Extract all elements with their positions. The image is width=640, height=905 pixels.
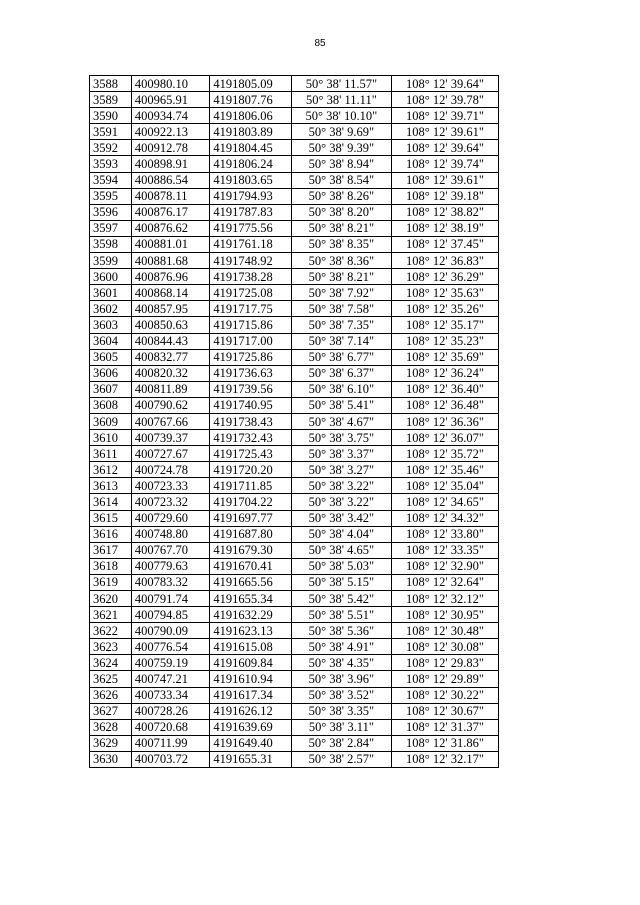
coordinates-table bbox=[89, 75, 499, 768]
latitude-cell: 50° 38' 11.11" bbox=[291, 92, 391, 108]
point-id-cell: 3605 bbox=[90, 349, 132, 365]
latitude-cell: 50° 38' 4.67" bbox=[291, 413, 391, 429]
longitude-cell: 108° 12' 32.64" bbox=[391, 574, 498, 590]
y-coordinate-cell: 4191725.08 bbox=[210, 285, 292, 301]
point-id-cell: 3630 bbox=[90, 751, 132, 767]
x-coordinate-cell: 400980.10 bbox=[131, 76, 210, 92]
x-coordinate-cell: 400912.78 bbox=[131, 140, 210, 156]
longitude-cell: 108° 12' 38.82" bbox=[391, 204, 498, 220]
table-row bbox=[90, 430, 499, 446]
table-row bbox=[90, 671, 499, 687]
x-coordinate-cell: 400878.11 bbox=[131, 188, 210, 204]
y-coordinate-cell: 4191804.45 bbox=[210, 140, 292, 156]
latitude-cell: 50° 38' 5.03" bbox=[291, 558, 391, 574]
latitude-cell: 50° 38' 3.22" bbox=[291, 478, 391, 494]
longitude-cell: 108° 12' 35.46" bbox=[391, 462, 498, 478]
y-coordinate-cell: 4191617.34 bbox=[210, 687, 292, 703]
y-coordinate-cell: 4191806.06 bbox=[210, 108, 292, 124]
latitude-cell: 50° 38' 7.92" bbox=[291, 285, 391, 301]
latitude-cell: 50° 38' 3.27" bbox=[291, 462, 391, 478]
point-id-cell: 3588 bbox=[90, 76, 132, 92]
point-id-cell: 3611 bbox=[90, 446, 132, 462]
x-coordinate-cell: 400767.66 bbox=[131, 413, 210, 429]
table-row bbox=[90, 751, 499, 767]
x-coordinate-cell: 400881.01 bbox=[131, 236, 210, 252]
y-coordinate-cell: 4191655.34 bbox=[210, 591, 292, 607]
longitude-cell: 108° 12' 35.23" bbox=[391, 333, 498, 349]
point-id-cell: 3617 bbox=[90, 542, 132, 558]
longitude-cell: 108° 12' 39.61" bbox=[391, 172, 498, 188]
table-row bbox=[90, 687, 499, 703]
y-coordinate-cell: 4191736.63 bbox=[210, 365, 292, 381]
y-coordinate-cell: 4191803.65 bbox=[210, 172, 292, 188]
latitude-cell: 50° 38' 8.54" bbox=[291, 172, 391, 188]
point-id-cell: 3591 bbox=[90, 124, 132, 140]
point-id-cell: 3597 bbox=[90, 220, 132, 236]
latitude-cell: 50° 38' 10.10" bbox=[291, 108, 391, 124]
longitude-cell: 108° 12' 39.64" bbox=[391, 76, 498, 92]
y-coordinate-cell: 4191806.24 bbox=[210, 156, 292, 172]
longitude-cell: 108° 12' 35.17" bbox=[391, 317, 498, 333]
latitude-cell: 50° 38' 8.26" bbox=[291, 188, 391, 204]
x-coordinate-cell: 400820.32 bbox=[131, 365, 210, 381]
longitude-cell: 108° 12' 30.48" bbox=[391, 623, 498, 639]
longitude-cell: 108° 12' 39.64" bbox=[391, 140, 498, 156]
point-id-cell: 3595 bbox=[90, 188, 132, 204]
latitude-cell: 50° 38' 3.52" bbox=[291, 687, 391, 703]
longitude-cell: 108° 12' 32.90" bbox=[391, 558, 498, 574]
latitude-cell: 50° 38' 9.39" bbox=[291, 140, 391, 156]
y-coordinate-cell: 4191623.13 bbox=[210, 623, 292, 639]
y-coordinate-cell: 4191704.22 bbox=[210, 494, 292, 510]
table-row bbox=[90, 253, 499, 269]
x-coordinate-cell: 400759.19 bbox=[131, 655, 210, 671]
table-row bbox=[90, 639, 499, 655]
table-row bbox=[90, 188, 499, 204]
latitude-cell: 50° 38' 8.94" bbox=[291, 156, 391, 172]
table-row bbox=[90, 76, 499, 92]
table-row bbox=[90, 285, 499, 301]
y-coordinate-cell: 4191615.08 bbox=[210, 639, 292, 655]
latitude-cell: 50° 38' 4.35" bbox=[291, 655, 391, 671]
latitude-cell: 50° 38' 7.14" bbox=[291, 333, 391, 349]
table-row bbox=[90, 735, 499, 751]
x-coordinate-cell: 400844.43 bbox=[131, 333, 210, 349]
table-row bbox=[90, 381, 499, 397]
x-coordinate-cell: 400767.70 bbox=[131, 542, 210, 558]
table-row bbox=[90, 92, 499, 108]
table-row bbox=[90, 349, 499, 365]
latitude-cell: 50° 38' 8.21" bbox=[291, 269, 391, 285]
table-row bbox=[90, 124, 499, 140]
latitude-cell: 50° 38' 3.96" bbox=[291, 671, 391, 687]
x-coordinate-cell: 400790.62 bbox=[131, 397, 210, 413]
y-coordinate-cell: 4191803.89 bbox=[210, 124, 292, 140]
longitude-cell: 108° 12' 39.71" bbox=[391, 108, 498, 124]
longitude-cell: 108° 12' 36.29" bbox=[391, 269, 498, 285]
longitude-cell: 108° 12' 38.19" bbox=[391, 220, 498, 236]
longitude-cell: 108° 12' 39.74" bbox=[391, 156, 498, 172]
latitude-cell: 50° 38' 8.36" bbox=[291, 253, 391, 269]
x-coordinate-cell: 400703.72 bbox=[131, 751, 210, 767]
x-coordinate-cell: 400832.77 bbox=[131, 349, 210, 365]
x-coordinate-cell: 400876.62 bbox=[131, 220, 210, 236]
x-coordinate-cell: 400747.21 bbox=[131, 671, 210, 687]
y-coordinate-cell: 4191748.92 bbox=[210, 253, 292, 269]
point-id-cell: 3613 bbox=[90, 478, 132, 494]
latitude-cell: 50° 38' 8.20" bbox=[291, 204, 391, 220]
point-id-cell: 3619 bbox=[90, 574, 132, 590]
x-coordinate-cell: 400728.26 bbox=[131, 703, 210, 719]
longitude-cell: 108° 12' 34.32" bbox=[391, 510, 498, 526]
table-row bbox=[90, 591, 499, 607]
latitude-cell: 50° 38' 8.35" bbox=[291, 236, 391, 252]
y-coordinate-cell: 4191649.40 bbox=[210, 735, 292, 751]
longitude-cell: 108° 12' 32.17" bbox=[391, 751, 498, 767]
latitude-cell: 50° 38' 3.11" bbox=[291, 719, 391, 735]
table-row bbox=[90, 108, 499, 124]
point-id-cell: 3629 bbox=[90, 735, 132, 751]
latitude-cell: 50° 38' 5.15" bbox=[291, 574, 391, 590]
y-coordinate-cell: 4191720.20 bbox=[210, 462, 292, 478]
y-coordinate-cell: 4191679.30 bbox=[210, 542, 292, 558]
point-id-cell: 3621 bbox=[90, 607, 132, 623]
point-id-cell: 3618 bbox=[90, 558, 132, 574]
latitude-cell: 50° 38' 5.42" bbox=[291, 591, 391, 607]
latitude-cell: 50° 38' 5.36" bbox=[291, 623, 391, 639]
latitude-cell: 50° 38' 3.35" bbox=[291, 703, 391, 719]
longitude-cell: 108° 12' 30.67" bbox=[391, 703, 498, 719]
table-row bbox=[90, 172, 499, 188]
table-row bbox=[90, 446, 499, 462]
point-id-cell: 3600 bbox=[90, 269, 132, 285]
point-id-cell: 3626 bbox=[90, 687, 132, 703]
y-coordinate-cell: 4191665.56 bbox=[210, 574, 292, 590]
y-coordinate-cell: 4191697.77 bbox=[210, 510, 292, 526]
table-row bbox=[90, 494, 499, 510]
y-coordinate-cell: 4191807.76 bbox=[210, 92, 292, 108]
x-coordinate-cell: 400857.95 bbox=[131, 301, 210, 317]
point-id-cell: 3599 bbox=[90, 253, 132, 269]
longitude-cell: 108° 12' 29.83" bbox=[391, 655, 498, 671]
latitude-cell: 50° 38' 2.84" bbox=[291, 735, 391, 751]
table-row bbox=[90, 478, 499, 494]
y-coordinate-cell: 4191732.43 bbox=[210, 430, 292, 446]
point-id-cell: 3609 bbox=[90, 413, 132, 429]
latitude-cell: 50° 38' 5.51" bbox=[291, 607, 391, 623]
x-coordinate-cell: 400868.14 bbox=[131, 285, 210, 301]
table-row bbox=[90, 365, 499, 381]
point-id-cell: 3614 bbox=[90, 494, 132, 510]
y-coordinate-cell: 4191725.43 bbox=[210, 446, 292, 462]
y-coordinate-cell: 4191738.28 bbox=[210, 269, 292, 285]
x-coordinate-cell: 400776.54 bbox=[131, 639, 210, 655]
table-row bbox=[90, 607, 499, 623]
latitude-cell: 50° 38' 6.77" bbox=[291, 349, 391, 365]
point-id-cell: 3620 bbox=[90, 591, 132, 607]
longitude-cell: 108° 12' 32.12" bbox=[391, 591, 498, 607]
longitude-cell: 108° 12' 36.40" bbox=[391, 381, 498, 397]
longitude-cell: 108° 12' 29.89" bbox=[391, 671, 498, 687]
latitude-cell: 50° 38' 4.04" bbox=[291, 526, 391, 542]
table-row bbox=[90, 220, 499, 236]
x-coordinate-cell: 400779.63 bbox=[131, 558, 210, 574]
point-id-cell: 3603 bbox=[90, 317, 132, 333]
longitude-cell: 108° 12' 30.95" bbox=[391, 607, 498, 623]
y-coordinate-cell: 4191639.69 bbox=[210, 719, 292, 735]
point-id-cell: 3616 bbox=[90, 526, 132, 542]
point-id-cell: 3596 bbox=[90, 204, 132, 220]
x-coordinate-cell: 400791.74 bbox=[131, 591, 210, 607]
latitude-cell: 50° 38' 5.41" bbox=[291, 397, 391, 413]
y-coordinate-cell: 4191787.83 bbox=[210, 204, 292, 220]
latitude-cell: 50° 38' 4.91" bbox=[291, 639, 391, 655]
point-id-cell: 3622 bbox=[90, 623, 132, 639]
x-coordinate-cell: 400794.85 bbox=[131, 607, 210, 623]
y-coordinate-cell: 4191717.00 bbox=[210, 333, 292, 349]
longitude-cell: 108° 12' 36.36" bbox=[391, 413, 498, 429]
longitude-cell: 108° 12' 35.04" bbox=[391, 478, 498, 494]
x-coordinate-cell: 400723.33 bbox=[131, 478, 210, 494]
point-id-cell: 3623 bbox=[90, 639, 132, 655]
x-coordinate-cell: 400876.96 bbox=[131, 269, 210, 285]
x-coordinate-cell: 400783.32 bbox=[131, 574, 210, 590]
y-coordinate-cell: 4191725.86 bbox=[210, 349, 292, 365]
y-coordinate-cell: 4191609.84 bbox=[210, 655, 292, 671]
x-coordinate-cell: 400711.99 bbox=[131, 735, 210, 751]
longitude-cell: 108° 12' 36.24" bbox=[391, 365, 498, 381]
x-coordinate-cell: 400720.68 bbox=[131, 719, 210, 735]
longitude-cell: 108° 12' 33.80" bbox=[391, 526, 498, 542]
point-id-cell: 3593 bbox=[90, 156, 132, 172]
longitude-cell: 108° 12' 30.08" bbox=[391, 639, 498, 655]
y-coordinate-cell: 4191738.43 bbox=[210, 413, 292, 429]
y-coordinate-cell: 4191805.09 bbox=[210, 76, 292, 92]
longitude-cell: 108° 12' 39.61" bbox=[391, 124, 498, 140]
latitude-cell: 50° 38' 3.22" bbox=[291, 494, 391, 510]
coordinates-table-body bbox=[90, 76, 499, 768]
table-row bbox=[90, 526, 499, 542]
y-coordinate-cell: 4191761.18 bbox=[210, 236, 292, 252]
x-coordinate-cell: 400898.91 bbox=[131, 156, 210, 172]
longitude-cell: 108° 12' 31.37" bbox=[391, 719, 498, 735]
longitude-cell: 108° 12' 36.48" bbox=[391, 397, 498, 413]
table-row bbox=[90, 397, 499, 413]
x-coordinate-cell: 400729.60 bbox=[131, 510, 210, 526]
table-row bbox=[90, 140, 499, 156]
point-id-cell: 3610 bbox=[90, 430, 132, 446]
point-id-cell: 3606 bbox=[90, 365, 132, 381]
point-id-cell: 3601 bbox=[90, 285, 132, 301]
latitude-cell: 50° 38' 3.42" bbox=[291, 510, 391, 526]
x-coordinate-cell: 400850.63 bbox=[131, 317, 210, 333]
point-id-cell: 3589 bbox=[90, 92, 132, 108]
table-row bbox=[90, 703, 499, 719]
table-row bbox=[90, 236, 499, 252]
longitude-cell: 108° 12' 35.63" bbox=[391, 285, 498, 301]
table-row bbox=[90, 333, 499, 349]
latitude-cell: 50° 38' 2.57" bbox=[291, 751, 391, 767]
table-row bbox=[90, 574, 499, 590]
x-coordinate-cell: 400727.67 bbox=[131, 446, 210, 462]
x-coordinate-cell: 400748.80 bbox=[131, 526, 210, 542]
x-coordinate-cell: 400934.74 bbox=[131, 108, 210, 124]
latitude-cell: 50° 38' 4.65" bbox=[291, 542, 391, 558]
y-coordinate-cell: 4191715.86 bbox=[210, 317, 292, 333]
table-row bbox=[90, 623, 499, 639]
x-coordinate-cell: 400724.78 bbox=[131, 462, 210, 478]
latitude-cell: 50° 38' 7.35" bbox=[291, 317, 391, 333]
table-row bbox=[90, 269, 499, 285]
table-row bbox=[90, 542, 499, 558]
point-id-cell: 3590 bbox=[90, 108, 132, 124]
x-coordinate-cell: 400965.91 bbox=[131, 92, 210, 108]
y-coordinate-cell: 4191717.75 bbox=[210, 301, 292, 317]
longitude-cell: 108° 12' 31.86" bbox=[391, 735, 498, 751]
x-coordinate-cell: 400811.89 bbox=[131, 381, 210, 397]
latitude-cell: 50° 38' 9.69" bbox=[291, 124, 391, 140]
y-coordinate-cell: 4191775.56 bbox=[210, 220, 292, 236]
table-row bbox=[90, 413, 499, 429]
table-row bbox=[90, 510, 499, 526]
table-row bbox=[90, 462, 499, 478]
latitude-cell: 50° 38' 3.75" bbox=[291, 430, 391, 446]
y-coordinate-cell: 4191610.94 bbox=[210, 671, 292, 687]
table-row bbox=[90, 558, 499, 574]
latitude-cell: 50° 38' 7.58" bbox=[291, 301, 391, 317]
x-coordinate-cell: 400881.68 bbox=[131, 253, 210, 269]
y-coordinate-cell: 4191655.31 bbox=[210, 751, 292, 767]
x-coordinate-cell: 400922.13 bbox=[131, 124, 210, 140]
longitude-cell: 108° 12' 39.78" bbox=[391, 92, 498, 108]
latitude-cell: 50° 38' 6.10" bbox=[291, 381, 391, 397]
table-row bbox=[90, 301, 499, 317]
longitude-cell: 108° 12' 30.22" bbox=[391, 687, 498, 703]
y-coordinate-cell: 4191740.95 bbox=[210, 397, 292, 413]
longitude-cell: 108° 12' 36.07" bbox=[391, 430, 498, 446]
point-id-cell: 3628 bbox=[90, 719, 132, 735]
y-coordinate-cell: 4191739.56 bbox=[210, 381, 292, 397]
point-id-cell: 3607 bbox=[90, 381, 132, 397]
y-coordinate-cell: 4191711.85 bbox=[210, 478, 292, 494]
point-id-cell: 3625 bbox=[90, 671, 132, 687]
latitude-cell: 50° 38' 11.57" bbox=[291, 76, 391, 92]
latitude-cell: 50° 38' 6.37" bbox=[291, 365, 391, 381]
table-row bbox=[90, 655, 499, 671]
longitude-cell: 108° 12' 36.83" bbox=[391, 253, 498, 269]
longitude-cell: 108° 12' 37.45" bbox=[391, 236, 498, 252]
point-id-cell: 3594 bbox=[90, 172, 132, 188]
table-row bbox=[90, 204, 499, 220]
y-coordinate-cell: 4191794.93 bbox=[210, 188, 292, 204]
point-id-cell: 3592 bbox=[90, 140, 132, 156]
table-row bbox=[90, 719, 499, 735]
table-row bbox=[90, 156, 499, 172]
x-coordinate-cell: 400739.37 bbox=[131, 430, 210, 446]
point-id-cell: 3624 bbox=[90, 655, 132, 671]
latitude-cell: 50° 38' 3.37" bbox=[291, 446, 391, 462]
point-id-cell: 3602 bbox=[90, 301, 132, 317]
page-number: 85 bbox=[314, 38, 326, 49]
latitude-cell: 50° 38' 8.21" bbox=[291, 220, 391, 236]
y-coordinate-cell: 4191670.41 bbox=[210, 558, 292, 574]
point-id-cell: 3604 bbox=[90, 333, 132, 349]
x-coordinate-cell: 400733.34 bbox=[131, 687, 210, 703]
longitude-cell: 108° 12' 35.72" bbox=[391, 446, 498, 462]
y-coordinate-cell: 4191626.12 bbox=[210, 703, 292, 719]
x-coordinate-cell: 400886.54 bbox=[131, 172, 210, 188]
longitude-cell: 108° 12' 35.26" bbox=[391, 301, 498, 317]
point-id-cell: 3598 bbox=[90, 236, 132, 252]
longitude-cell: 108° 12' 34.65" bbox=[391, 494, 498, 510]
point-id-cell: 3627 bbox=[90, 703, 132, 719]
y-coordinate-cell: 4191687.80 bbox=[210, 526, 292, 542]
table-row bbox=[90, 317, 499, 333]
y-coordinate-cell: 4191632.29 bbox=[210, 607, 292, 623]
longitude-cell: 108° 12' 39.18" bbox=[391, 188, 498, 204]
longitude-cell: 108° 12' 35.69" bbox=[391, 349, 498, 365]
point-id-cell: 3615 bbox=[90, 510, 132, 526]
point-id-cell: 3612 bbox=[90, 462, 132, 478]
point-id-cell: 3608 bbox=[90, 397, 132, 413]
x-coordinate-cell: 400790.09 bbox=[131, 623, 210, 639]
longitude-cell: 108° 12' 33.35" bbox=[391, 542, 498, 558]
x-coordinate-cell: 400876.17 bbox=[131, 204, 210, 220]
x-coordinate-cell: 400723.32 bbox=[131, 494, 210, 510]
